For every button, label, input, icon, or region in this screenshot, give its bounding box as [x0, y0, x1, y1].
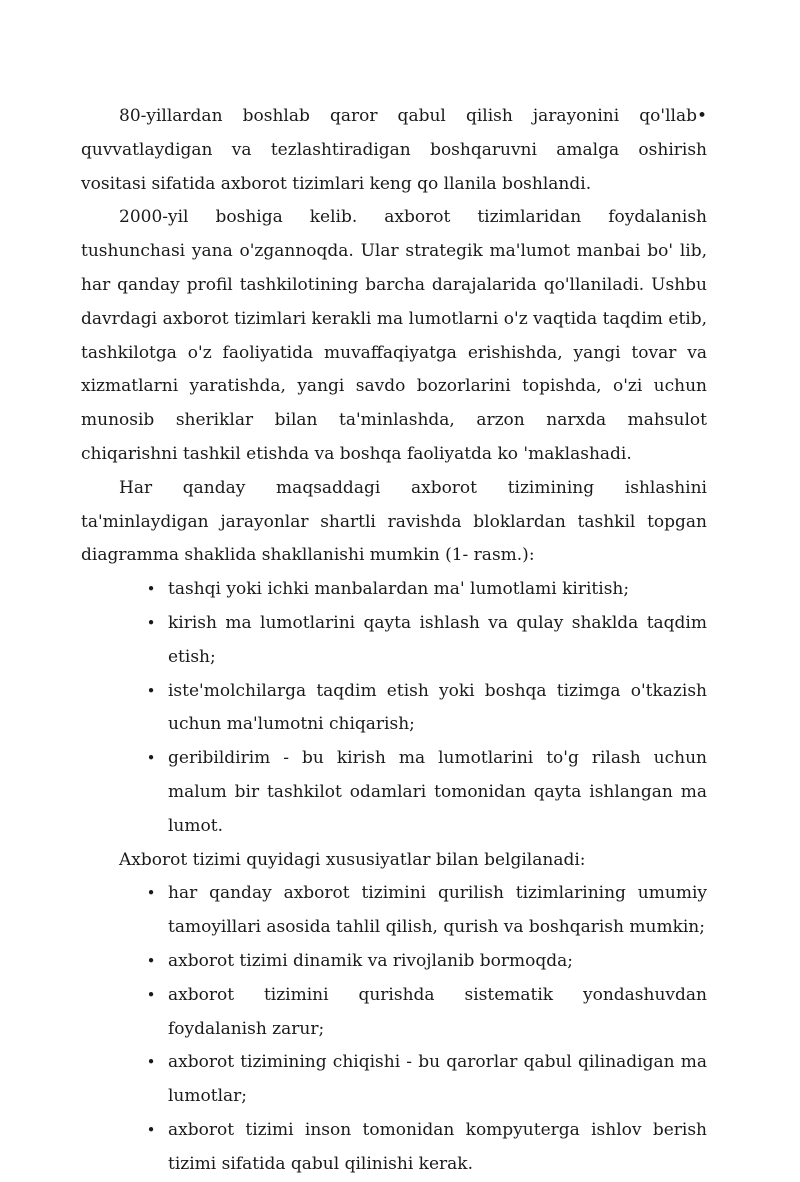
list-item-text: har qanday axborot tizimini qurilish tizimlarining umumiy tamoyillari asosida tahlil qilish, qurish va boshqarish mumkin; — [168, 883, 707, 938]
list-item — [146, 573, 707, 607]
list-item — [146, 979, 707, 1047]
bullet-icon: • — [146, 1120, 156, 1139]
list-item-text: axborot tizimi dinamik va rivojlanib bormoqda; — [168, 950, 574, 971]
list-item — [146, 877, 707, 945]
bullet-icon: • — [146, 985, 156, 1004]
list-item — [146, 742, 707, 843]
paragraph-2000s: 2000-yil boshiga kelib. axborot tizimlaridan foydalanish tushunchasi yana o'zgannoqda. Ular strategik ma'lumot manbai bo' lib, har qanday profil tashkilotining barcha darajalarida qo'llaniladi. Ushbu davrdagi axborot tizimlari kerakli ma lumotlarni o'z vaqtida taqdim etib, tashkilotga o'z faoliyatida muvaffaqiyatga erishishda, yangi tovar va xizmatlarni yaratishda, yangi savdo bozorlarini topishda, o'zi uchun munosib sheriklar bilan ta'minlashda, arzon narxda mahsulot chiqarishni tashkil etishda va boshqa faoliyatda ko 'maklashadi. — [81, 207, 707, 464]
paragraph-properties-intro: Axborot tizimi quyidagi xususiyatlar bilan belgilanadi: — [119, 849, 586, 870]
list-item-text: kirish ma lumotlarini qayta ishlash va qulay shaklda taqdim etish; — [168, 612, 707, 667]
list-item — [146, 945, 707, 979]
list-item-text: geribildirim - bu kirish ma lumotlarini to'g rilash uchun malum bir tashkilot odamlari tomonidan qayta ishlangan ma lumot. — [168, 748, 707, 836]
paragraph-processes: Har qanday maqsaddagi axborot tizimining ishlashini ta'minlaydigan jarayonlar shartli ravishda bloklardan tashkil topgan diagramma shaklida shakllanishi mumkin (1- rasm.): — [81, 477, 707, 566]
list-item — [146, 607, 707, 675]
bullet-icon: • — [146, 1053, 156, 1072]
list-item — [146, 1114, 707, 1182]
list-item — [146, 1046, 707, 1114]
properties-list — [81, 877, 707, 1181]
process-list — [81, 573, 707, 843]
list-item-text: iste'molchilarga taqdim etish yoki boshqa tizimga o'tkazish uchun ma'lumotni chiqarish; — [168, 680, 707, 735]
bullet-icon: • — [146, 613, 156, 632]
bullet-icon: • — [146, 749, 156, 768]
list-item-text: axborot tizimini qurishda sistematik yondashuvdan foydalanish zarur; — [168, 984, 707, 1039]
bullet-icon: • — [146, 951, 156, 970]
bullet-icon: • — [146, 580, 156, 599]
bullet-icon: • — [146, 681, 156, 700]
list-item-text: axborot tizimi inson tomonidan kompyuterga ishlov berish tizimi sifatida qabul qilinishi kerak. — [168, 1119, 707, 1174]
bullet-icon: • — [146, 884, 156, 903]
document-page — [81, 100, 707, 1182]
list-item-text: tashqi yoki ichki manbalardan ma' lumotlami kiritish; — [168, 579, 630, 600]
list-item-text: axborot tizimining chiqishi - bu qarorlar qabul qilinadigan ma lumotlar; — [168, 1052, 707, 1107]
list-item — [146, 675, 707, 743]
paragraph-intro-80s: 80-yillardan boshlab qaror qabul qilish jarayonini qo'llab• quvvatlaydigan va tezlashtiradigan boshqaruvni amalga oshirish vositasi sifatida axborot tizimlari keng qo llanila boshlandi. — [81, 106, 707, 194]
